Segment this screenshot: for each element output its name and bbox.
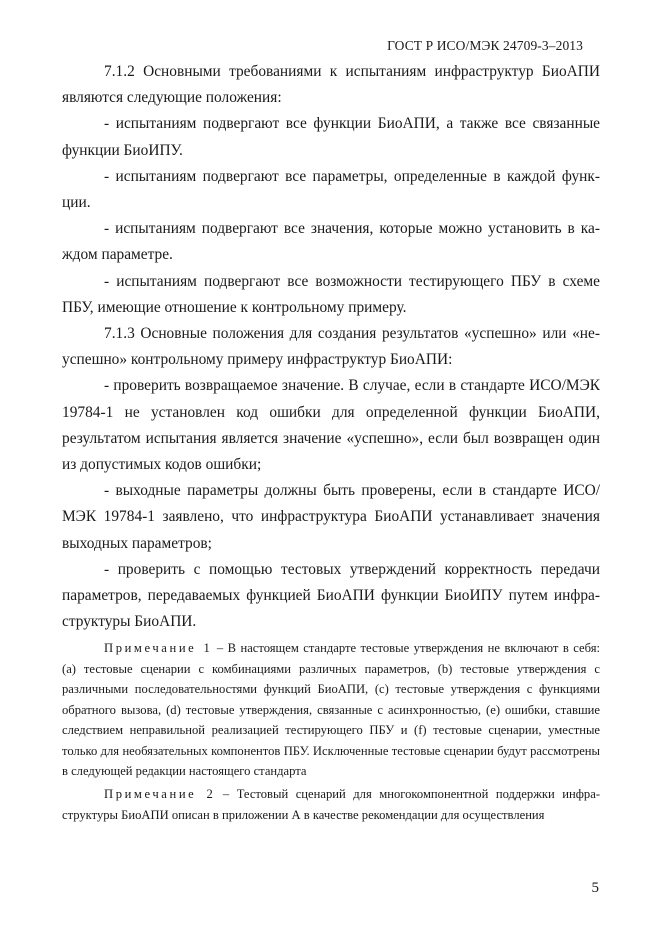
list-item-assertions: - проверить с помощью тестовых утверждений корректность передачи параметров, передаваемых функцией БиоАПИ функции БиоИПУ путем инфраструктуры БиоАПИ. (62, 560, 600, 631)
list-item-values: - испытаниям подвергают все значения, которые можно установить в каждом параметре. (62, 220, 600, 264)
list-item-capabilities: - испытаниям подвергают все возможности тестирующего ПБУ в схеме ПБУ, имеющие отношение к контрольному примеру. (62, 272, 600, 316)
note-1-text: – В настоящем стандарте тестовые утверждения не включают в себя: (a) тестовые сценарии с комбинациями различных параметров, (b) тестовые утверждения с различными последовательностями функций БиоАПИ, (c) тестовые утверждения с функциями обратного вызова, (d) тестовые утверждения, связанные с асинхронностью, (e) ошибки, ставшие следствием неправильной реализацией тестирующего ПБУ и (f) тестовые сценарии, уместные только для необязательных компонентов ПБУ. Исключенные тестовые сценарии будут рассмотрены в следующей редакции настоящего стандарта (62, 641, 600, 778)
paragraph-7-1-2: 7.1.2 Основными требованиями к испытаниям инфраструктур БиоАПИ являются следующие положения: (62, 63, 600, 107)
note-1-label: Примечание 1 (104, 641, 213, 656)
list-item-parameters: - испытаниям подвергают все параметры, определенные в каждой функции. (62, 167, 600, 212)
page-number: 5 (591, 880, 599, 896)
document-body (62, 59, 600, 825)
note-1 (62, 638, 600, 781)
note-2-label: Примечание 2 (104, 787, 216, 802)
list-item-return-value: - проверить возвращаемое значение. В случае, если в стандарте ИСО/МЭК 19784-1 не установлен код ошибки для определенной функции БиоАПИ, результатом испытания является значение «успешно», если был возвращен один из допустимых кодов ошибки; (62, 377, 600, 474)
list-item-functions: - испытаниям подвергают все функции БиоАПИ, а также все связанные функции БиоИПУ. (62, 115, 600, 159)
note-2-text: – Тестовый сценарий для многокомпонентной поддержки инфраструктуры БиоАПИ описан в приложении А в качестве рекомендации для осуществления (62, 787, 601, 822)
note-2 (62, 784, 600, 825)
list-item-output-params: - выходные параметры должны быть проверены, если в стандарте ИСО/МЭК 19784-1 заявлено, что инфраструктура БиоАПИ устанавливает значения выходных параметров; (62, 482, 600, 552)
document-header: ГОСТ Р ИСО/МЭК 24709-3–2013 (387, 38, 583, 53)
paragraph-7-1-3: 7.1.3 Основные положения для создания результатов «успешно» или «неуспешно» контрольному примеру инфраструктур БиоАПИ: (62, 325, 600, 369)
